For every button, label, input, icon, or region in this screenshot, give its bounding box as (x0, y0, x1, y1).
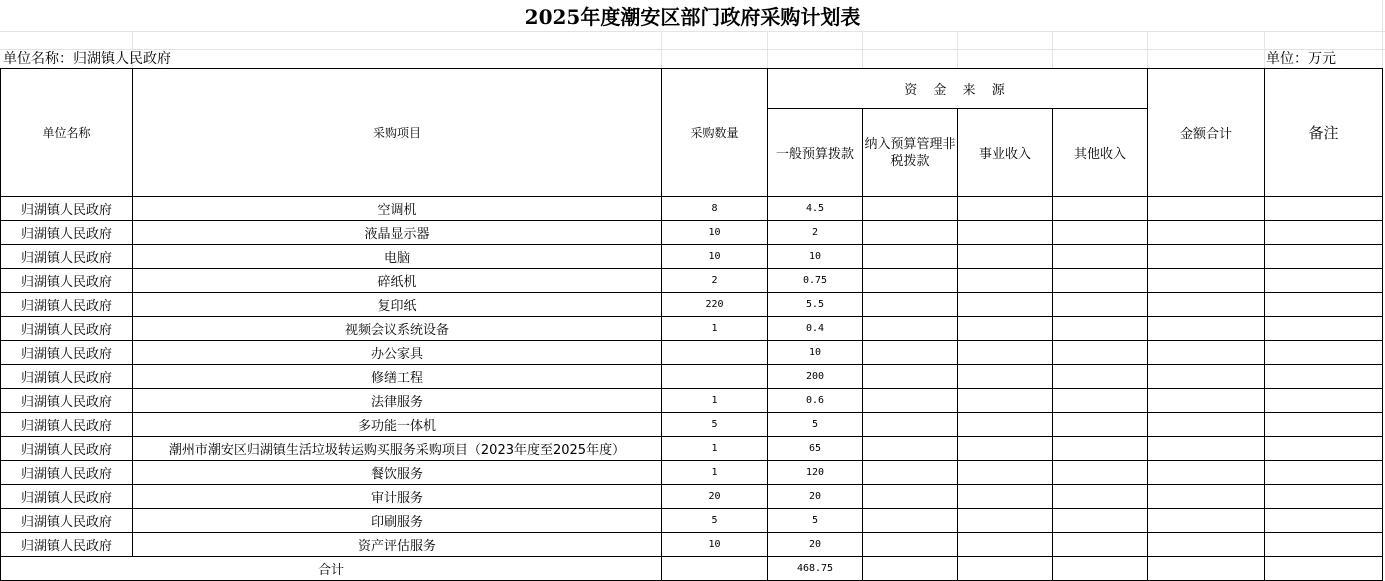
cell-unit-name: 归湖镇人民政府 (1, 197, 133, 221)
cell-non-tax (863, 461, 958, 485)
table-row (1, 389, 1383, 413)
cell-project: 视频会议系统设备 (133, 317, 662, 341)
cell-total-amount (1148, 341, 1265, 365)
cell-general-budget: 2 (768, 221, 863, 245)
cell-business-income (958, 293, 1053, 317)
header-non-tax: 纳入预算管理非税拨款 (863, 109, 958, 197)
cell-general-budget: 5.5 (768, 293, 863, 317)
cell-general-budget: 5 (768, 509, 863, 533)
cell-non-tax (863, 221, 958, 245)
cell-remark (1265, 461, 1383, 485)
cell-total-amount (1148, 365, 1265, 389)
header-general-budget: 一般预算拨款 (768, 109, 863, 197)
table-row (1, 293, 1383, 317)
table-row (1, 197, 1383, 221)
cell-unit-name: 归湖镇人民政府 (1, 413, 133, 437)
total-non-tax (863, 557, 958, 581)
cell-business-income (958, 437, 1053, 461)
total-remark (1265, 557, 1383, 581)
cell-business-income (958, 509, 1053, 533)
cell-general-budget: 10 (768, 341, 863, 365)
page-title: 2025年度潮安区部门政府采购计划表 (524, 5, 861, 29)
table-row (1, 413, 1383, 437)
cell-remark (1265, 245, 1383, 269)
cell-non-tax (863, 365, 958, 389)
cell-project: 审计服务 (133, 485, 662, 509)
cell-non-tax (863, 269, 958, 293)
cell-general-budget: 10 (768, 245, 863, 269)
cell-total-amount (1148, 317, 1265, 341)
total-quantity (662, 557, 768, 581)
cell-general-budget: 5 (768, 413, 863, 437)
cell-remark (1265, 413, 1383, 437)
cell-other-income (1053, 533, 1148, 557)
cell-business-income (958, 245, 1053, 269)
cell-remark (1265, 317, 1383, 341)
header-project: 采购项目 (133, 69, 662, 197)
cell-other-income (1053, 365, 1148, 389)
cell-project: 液晶显示器 (133, 221, 662, 245)
cell-general-budget: 200 (768, 365, 863, 389)
cell-other-income (1053, 413, 1148, 437)
cell-unit-name: 归湖镇人民政府 (1, 389, 133, 413)
cell-unit-name: 归湖镇人民政府 (1, 533, 133, 557)
cell-total-amount (1148, 293, 1265, 317)
cell-quantity (662, 365, 768, 389)
unit-name-label: 单位名称：归湖镇人民政府 (3, 51, 171, 67)
cell-non-tax (863, 197, 958, 221)
cell-remark (1265, 389, 1383, 413)
cell-other-income (1053, 221, 1148, 245)
cell-unit-name: 归湖镇人民政府 (1, 509, 133, 533)
cell-business-income (958, 317, 1053, 341)
cell-total-amount (1148, 197, 1265, 221)
cell-other-income (1053, 269, 1148, 293)
cell-general-budget: 4.5 (768, 197, 863, 221)
total-amount (1148, 557, 1265, 581)
cell-quantity: 2 (662, 269, 768, 293)
currency-unit-label: 单位：万元 (1266, 51, 1336, 67)
cell-remark (1265, 269, 1383, 293)
cell-other-income (1053, 389, 1148, 413)
cell-remark (1265, 437, 1383, 461)
cell-non-tax (863, 413, 958, 437)
cell-business-income (958, 485, 1053, 509)
cell-project: 潮州市潮安区归湖镇生活垃圾转运购买服务采购项目（2023年度至2025年度） (133, 437, 662, 461)
table-row (1, 341, 1383, 365)
table-row (1, 509, 1383, 533)
cell-non-tax (863, 509, 958, 533)
cell-general-budget: 120 (768, 461, 863, 485)
table-row (1, 461, 1383, 485)
cell-general-budget: 0.4 (768, 317, 863, 341)
table-row (1, 533, 1383, 557)
cell-quantity: 220 (662, 293, 768, 317)
cell-unit-name: 归湖镇人民政府 (1, 293, 133, 317)
cell-other-income (1053, 461, 1148, 485)
cell-remark (1265, 485, 1383, 509)
cell-project: 空调机 (133, 197, 662, 221)
cell-business-income (958, 269, 1053, 293)
cell-non-tax (863, 533, 958, 557)
cell-remark (1265, 509, 1383, 533)
cell-quantity: 8 (662, 197, 768, 221)
total-general-budget: 468.75 (768, 557, 863, 581)
total-other-income (1053, 557, 1148, 581)
cell-other-income (1053, 437, 1148, 461)
cell-business-income (958, 197, 1053, 221)
header-other-income: 其他收入 (1053, 109, 1148, 197)
cell-total-amount (1148, 437, 1265, 461)
header-fund-source: 资 金 来 源 (768, 69, 1148, 109)
cell-project: 多功能一体机 (133, 413, 662, 437)
cell-project: 餐饮服务 (133, 461, 662, 485)
cell-total-amount (1148, 485, 1265, 509)
cell-remark (1265, 293, 1383, 317)
cell-business-income (958, 461, 1053, 485)
cell-other-income (1053, 197, 1148, 221)
cell-remark (1265, 533, 1383, 557)
cell-quantity: 5 (662, 413, 768, 437)
cell-non-tax (863, 293, 958, 317)
cell-total-amount (1148, 389, 1265, 413)
cell-total-amount (1148, 413, 1265, 437)
cell-quantity: 10 (662, 221, 768, 245)
cell-unit-name: 归湖镇人民政府 (1, 437, 133, 461)
cell-other-income (1053, 485, 1148, 509)
header-unit-name: 单位名称 (1, 69, 133, 197)
cell-unit-name: 归湖镇人民政府 (1, 485, 133, 509)
cell-total-amount (1148, 221, 1265, 245)
cell-unit-name: 归湖镇人民政府 (1, 269, 133, 293)
cell-project: 碎纸机 (133, 269, 662, 293)
cell-other-income (1053, 341, 1148, 365)
cell-unit-name: 归湖镇人民政府 (1, 221, 133, 245)
cell-general-budget: 65 (768, 437, 863, 461)
total-row (1, 557, 1383, 581)
cell-unit-name: 归湖镇人民政府 (1, 365, 133, 389)
cell-project: 电脑 (133, 245, 662, 269)
cell-quantity: 10 (662, 245, 768, 269)
cell-business-income (958, 533, 1053, 557)
header-quantity: 采购数量 (662, 69, 768, 197)
cell-other-income (1053, 293, 1148, 317)
cell-general-budget: 20 (768, 533, 863, 557)
cell-remark (1265, 221, 1383, 245)
cell-project: 复印纸 (133, 293, 662, 317)
cell-project: 资产评估服务 (133, 533, 662, 557)
cell-quantity: 1 (662, 461, 768, 485)
cell-total-amount (1148, 509, 1265, 533)
cell-quantity: 20 (662, 485, 768, 509)
header-total-amount: 金额合计 (1148, 69, 1265, 197)
cell-business-income (958, 341, 1053, 365)
cell-other-income (1053, 509, 1148, 533)
cell-quantity (662, 341, 768, 365)
cell-non-tax (863, 437, 958, 461)
cell-other-income (1053, 245, 1148, 269)
cell-general-budget: 20 (768, 485, 863, 509)
cell-unit-name: 归湖镇人民政府 (1, 461, 133, 485)
cell-non-tax (863, 389, 958, 413)
table-row (1, 485, 1383, 509)
table-row (1, 221, 1383, 245)
table-row (1, 365, 1383, 389)
cell-total-amount (1148, 269, 1265, 293)
cell-project: 法律服务 (133, 389, 662, 413)
header-business-income: 事业收入 (958, 109, 1053, 197)
cell-general-budget: 0.75 (768, 269, 863, 293)
cell-quantity: 1 (662, 317, 768, 341)
cell-remark (1265, 341, 1383, 365)
cell-non-tax (863, 245, 958, 269)
cell-business-income (958, 413, 1053, 437)
table-row (1, 245, 1383, 269)
cell-non-tax (863, 341, 958, 365)
header-remark: 备注 (1265, 69, 1383, 197)
procurement-plan-table (0, 68, 1383, 581)
cell-business-income (958, 389, 1053, 413)
cell-unit-name: 归湖镇人民政府 (1, 317, 133, 341)
cell-project: 办公家具 (133, 341, 662, 365)
cell-business-income (958, 365, 1053, 389)
header-row (1, 69, 1383, 109)
table-row (1, 437, 1383, 461)
cell-remark (1265, 197, 1383, 221)
total-business-income (958, 557, 1053, 581)
cell-total-amount (1148, 245, 1265, 269)
cell-quantity: 1 (662, 389, 768, 413)
cell-project: 印刷服务 (133, 509, 662, 533)
cell-business-income (958, 221, 1053, 245)
cell-non-tax (863, 485, 958, 509)
cell-general-budget: 0.6 (768, 389, 863, 413)
table-row (1, 269, 1383, 293)
table-body (1, 69, 1383, 581)
cell-unit-name: 归湖镇人民政府 (1, 341, 133, 365)
cell-project: 修缮工程 (133, 365, 662, 389)
cell-non-tax (863, 317, 958, 341)
cell-other-income (1053, 317, 1148, 341)
cell-quantity: 1 (662, 437, 768, 461)
cell-unit-name: 归湖镇人民政府 (1, 245, 133, 269)
cell-total-amount (1148, 461, 1265, 485)
cell-remark (1265, 365, 1383, 389)
total-label: 合计 (1, 557, 662, 581)
cell-quantity: 10 (662, 533, 768, 557)
table-row (1, 317, 1383, 341)
cell-quantity: 5 (662, 509, 768, 533)
cell-total-amount (1148, 533, 1265, 557)
